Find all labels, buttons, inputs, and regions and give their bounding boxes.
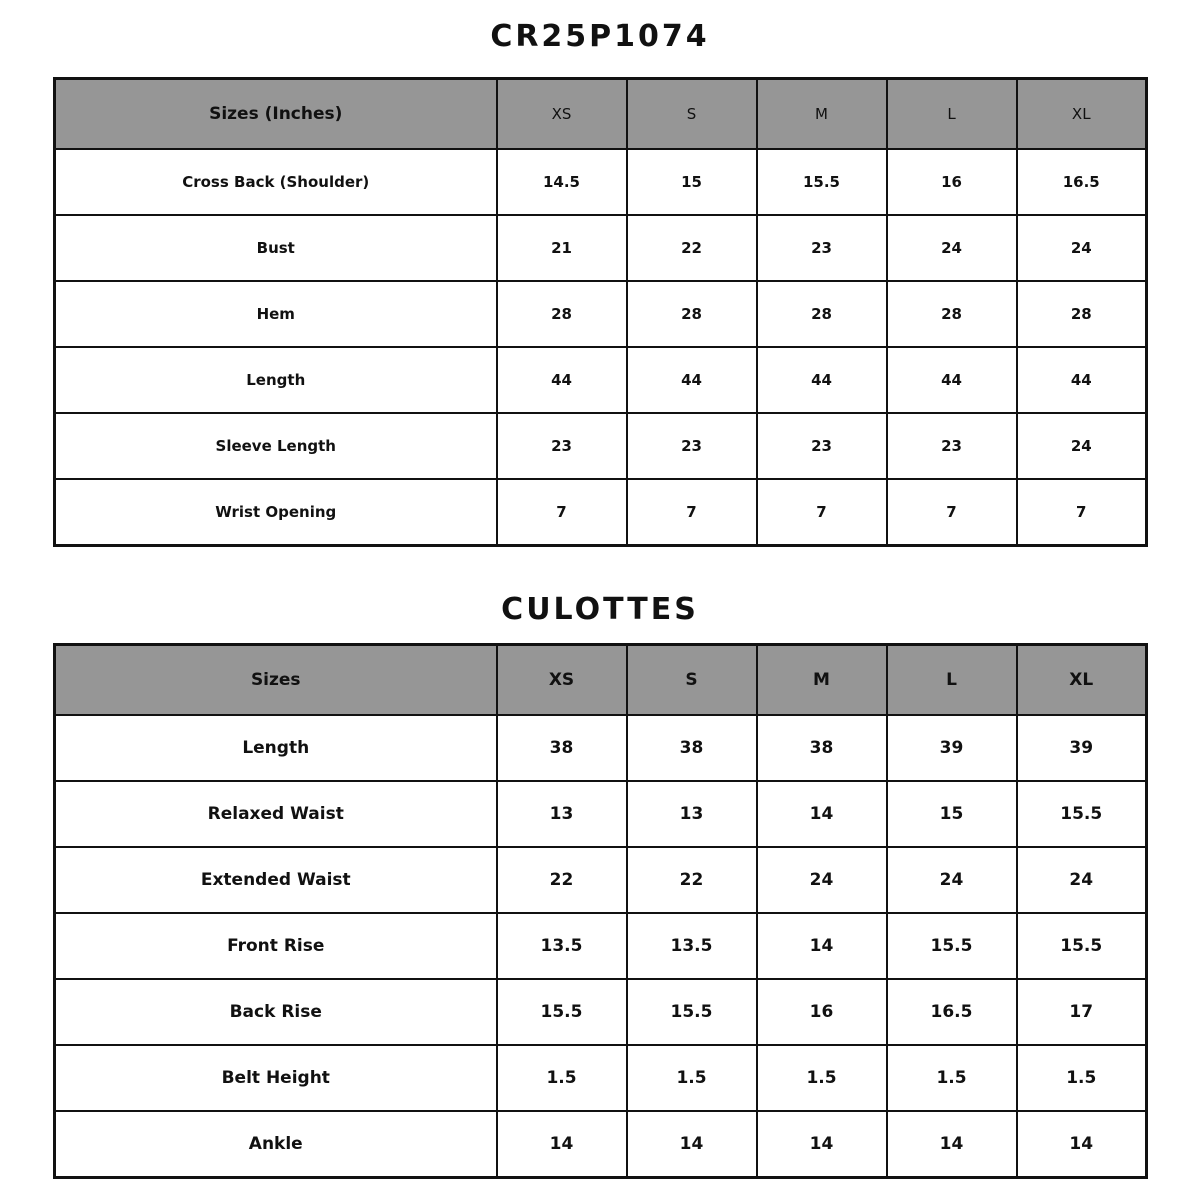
table-row — [55, 281, 1147, 347]
measurement-label: Relaxed Waist — [55, 781, 497, 847]
measurement-value: 22 — [497, 847, 627, 913]
measurement-value: 1.5 — [757, 1045, 887, 1111]
measurement-value: 22 — [627, 847, 757, 913]
measurement-value: 23 — [627, 413, 757, 479]
measurement-value: 1.5 — [497, 1045, 627, 1111]
measurement-value: 28 — [497, 281, 627, 347]
top-size-chart-table — [53, 77, 1148, 547]
measurement-value: 24 — [1017, 413, 1147, 479]
measurement-value: 44 — [757, 347, 887, 413]
header-label-cell: Sizes — [55, 645, 497, 716]
measurement-label: Wrist Opening — [55, 479, 497, 546]
measurement-value: 14.5 — [497, 149, 627, 215]
table-row — [55, 847, 1147, 913]
header-label-cell: Sizes (Inches) — [55, 79, 497, 150]
measurement-label: Extended Waist — [55, 847, 497, 913]
measurement-label: Hem — [55, 281, 497, 347]
measurement-value: 16.5 — [887, 979, 1017, 1045]
measurement-value: 15 — [627, 149, 757, 215]
measurement-value: 7 — [497, 479, 627, 546]
table-row — [55, 347, 1147, 413]
measurement-value: 7 — [627, 479, 757, 546]
measurement-value: 1.5 — [1017, 1045, 1147, 1111]
measurement-value: 14 — [497, 1111, 627, 1178]
measurement-value: 24 — [757, 847, 887, 913]
table-row — [55, 215, 1147, 281]
size-header-xl: XL — [1017, 645, 1147, 716]
measurement-value: 28 — [627, 281, 757, 347]
table-row — [55, 479, 1147, 546]
measurement-value: 14 — [627, 1111, 757, 1178]
size-header-m: M — [757, 79, 887, 150]
measurement-value: 24 — [1017, 215, 1147, 281]
measurement-value: 44 — [887, 347, 1017, 413]
measurement-value: 15.5 — [887, 913, 1017, 979]
size-header-xs: XS — [497, 79, 627, 150]
measurement-label: Length — [55, 715, 497, 781]
measurement-value: 14 — [757, 913, 887, 979]
measurement-value: 14 — [1017, 1111, 1147, 1178]
measurement-value: 24 — [887, 847, 1017, 913]
size-header-m: M — [757, 645, 887, 716]
table-row — [55, 715, 1147, 781]
size-header-s: S — [627, 645, 757, 716]
measurement-value: 15.5 — [1017, 781, 1147, 847]
measurement-value: 1.5 — [887, 1045, 1017, 1111]
table-row — [55, 979, 1147, 1045]
measurement-value: 23 — [757, 215, 887, 281]
table-row — [55, 149, 1147, 215]
table-row — [55, 913, 1147, 979]
measurement-value: 16.5 — [1017, 149, 1147, 215]
measurement-value: 38 — [627, 715, 757, 781]
table-header-row — [55, 79, 1147, 150]
measurement-value: 7 — [887, 479, 1017, 546]
table-row — [55, 1045, 1147, 1111]
measurement-value: 23 — [887, 413, 1017, 479]
measurement-value: 15 — [887, 781, 1017, 847]
measurement-value: 28 — [1017, 281, 1147, 347]
measurement-value: 15.5 — [627, 979, 757, 1045]
measurement-value: 14 — [757, 781, 887, 847]
measurement-label: Length — [55, 347, 497, 413]
measurement-value: 13.5 — [497, 913, 627, 979]
table-row — [55, 413, 1147, 479]
measurement-label: Sleeve Length — [55, 413, 497, 479]
size-header-l: L — [887, 645, 1017, 716]
size-header-s: S — [627, 79, 757, 150]
measurement-label: Cross Back (Shoulder) — [55, 149, 497, 215]
measurement-value: 13.5 — [627, 913, 757, 979]
measurement-value: 13 — [627, 781, 757, 847]
measurement-value: 15.5 — [757, 149, 887, 215]
measurement-value: 24 — [887, 215, 1017, 281]
measurement-value: 17 — [1017, 979, 1147, 1045]
table-header-row — [55, 645, 1147, 716]
measurement-label: Bust — [55, 215, 497, 281]
measurement-value: 22 — [627, 215, 757, 281]
bottom-chart-title: CULOTTES — [501, 592, 699, 627]
table-row — [55, 781, 1147, 847]
measurement-value: 38 — [497, 715, 627, 781]
measurement-value: 16 — [757, 979, 887, 1045]
measurement-value: 23 — [497, 413, 627, 479]
measurement-label: Front Rise — [55, 913, 497, 979]
measurement-value: 23 — [757, 413, 887, 479]
measurement-value: 14 — [757, 1111, 887, 1178]
measurement-value: 44 — [627, 347, 757, 413]
size-header-xs: XS — [497, 645, 627, 716]
measurement-value: 44 — [497, 347, 627, 413]
measurement-value: 15.5 — [1017, 913, 1147, 979]
measurement-value: 16 — [887, 149, 1017, 215]
size-header-xl: XL — [1017, 79, 1147, 150]
measurement-value: 13 — [497, 781, 627, 847]
measurement-value: 39 — [1017, 715, 1147, 781]
size-header-l: L — [887, 79, 1017, 150]
measurement-value: 21 — [497, 215, 627, 281]
measurement-value: 7 — [757, 479, 887, 546]
top-chart-title: CR25P1074 — [490, 19, 710, 54]
measurement-label: Ankle — [55, 1111, 497, 1178]
table-row — [55, 1111, 1147, 1178]
measurement-value: 14 — [887, 1111, 1017, 1178]
measurement-value: 15.5 — [497, 979, 627, 1045]
measurement-label: Back Rise — [55, 979, 497, 1045]
measurement-value: 28 — [887, 281, 1017, 347]
measurement-value: 7 — [1017, 479, 1147, 546]
bottom-size-chart-table — [53, 643, 1148, 1179]
measurement-value: 1.5 — [627, 1045, 757, 1111]
measurement-value: 28 — [757, 281, 887, 347]
measurement-value: 39 — [887, 715, 1017, 781]
measurement-value: 44 — [1017, 347, 1147, 413]
measurement-value: 38 — [757, 715, 887, 781]
measurement-value: 24 — [1017, 847, 1147, 913]
measurement-label: Belt Height — [55, 1045, 497, 1111]
